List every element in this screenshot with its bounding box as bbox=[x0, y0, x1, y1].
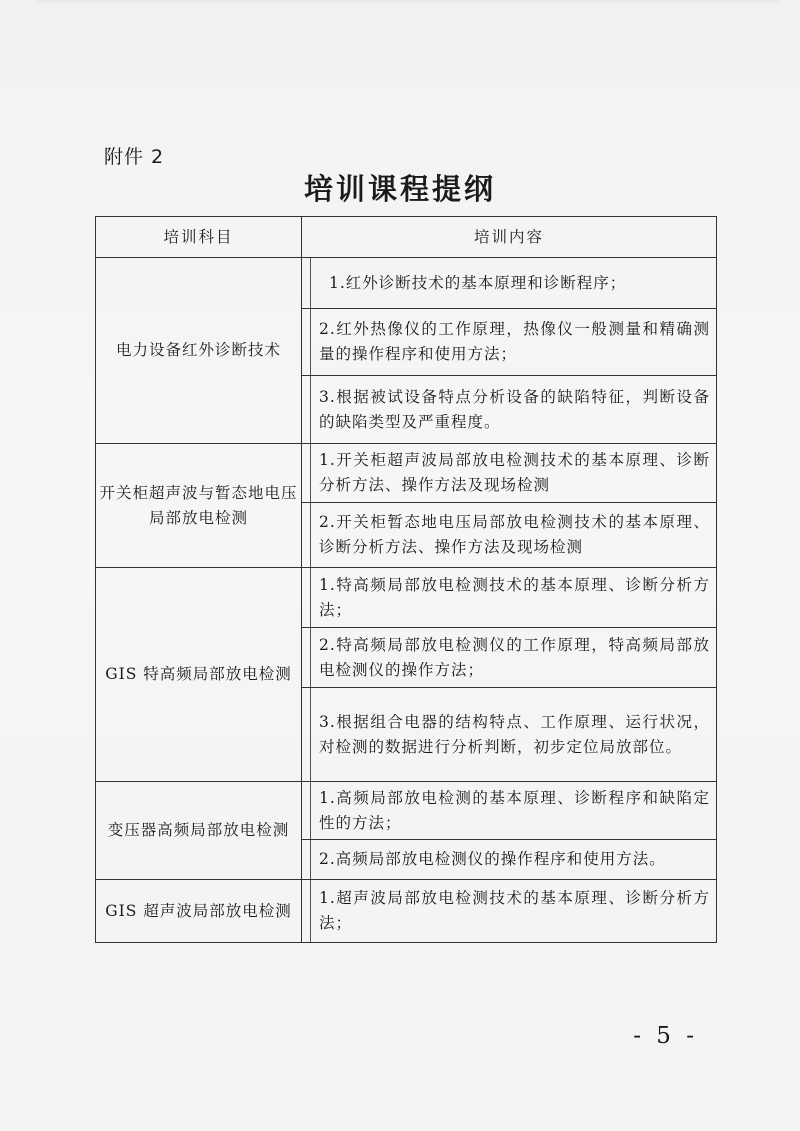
content-item: 1.特高频局部放电检测技术的基本原理、诊断分析方法； bbox=[319, 575, 710, 619]
content-cell bbox=[302, 840, 717, 880]
subject-cell: GIS 特高频局部放电检测 bbox=[96, 568, 302, 782]
table-row bbox=[96, 444, 717, 503]
content-item: 2.特高频局部放电检测仪的工作原理，特高频局部放电检测仪的操作方法； bbox=[319, 635, 710, 679]
table-row bbox=[96, 258, 717, 309]
subject-cell: 变压器高频局部放电检测 bbox=[96, 782, 302, 880]
content-item: 2.红外热像仪的工作原理，热像仪一般测量和精确测量的操作程序和使用方法； bbox=[319, 320, 710, 363]
content-cell bbox=[302, 688, 717, 782]
content-item: 1.开关柜超声波局部放电检测技术的基本原理、诊断分析方法、操作方法及现场检测 bbox=[319, 451, 710, 494]
content-item: 1.高频局部放电检测的基本原理、诊断程序和缺陷定性的方法； bbox=[319, 788, 710, 832]
page-number: - 5 - bbox=[633, 1023, 698, 1049]
column-header-subject: 培训科目 bbox=[96, 217, 302, 258]
content-cell bbox=[302, 503, 717, 568]
content-item: 3.根据被试设备特点分析设备的缺陷特征，判断设备的缺陷类型及严重程度。 bbox=[319, 387, 710, 431]
content-item: 1.超声波局部放电检测技术的基本原理、诊断分析方法； bbox=[319, 889, 710, 932]
content-cell bbox=[302, 376, 717, 444]
table-row bbox=[96, 782, 717, 840]
course-outline-table bbox=[95, 216, 717, 943]
subject-cell: GIS 超声波局部放电检测 bbox=[96, 880, 302, 943]
content-item: 1.红外诊断技术的基本原理和诊断程序； bbox=[329, 273, 627, 292]
content-cell bbox=[302, 880, 717, 943]
content-cell bbox=[302, 628, 717, 688]
content-cell bbox=[302, 258, 717, 309]
content-item: 3.根据组合电器的结构特点、工作原理、运行状况，对检测的数据进行分析判断，初步定位局放部位。 bbox=[319, 712, 710, 756]
content-item: 2.开关柜暂态地电压局部放电检测技术的基本原理、诊断分析方法、操作方法及现场检测 bbox=[319, 513, 710, 556]
content-item: 2.高频局部放电检测仪的操作程序和使用方法。 bbox=[319, 850, 666, 868]
content-cell bbox=[302, 782, 717, 840]
attachment-label: 附件 2 bbox=[104, 146, 165, 168]
content-cell bbox=[302, 309, 717, 376]
subject-cell: 电力设备红外诊断技术 bbox=[96, 258, 302, 444]
page-title: 培训课程提纲 bbox=[303, 172, 496, 206]
table-header-row bbox=[96, 217, 717, 258]
scan-edge bbox=[36, 0, 780, 6]
table-row bbox=[96, 568, 717, 628]
content-cell bbox=[302, 444, 717, 503]
content-cell bbox=[302, 568, 717, 628]
column-header-content: 培训内容 bbox=[302, 217, 717, 258]
subject-cell: 开关柜超声波与暂态地电压局部放电检测 bbox=[96, 444, 302, 568]
table-row bbox=[96, 880, 717, 943]
